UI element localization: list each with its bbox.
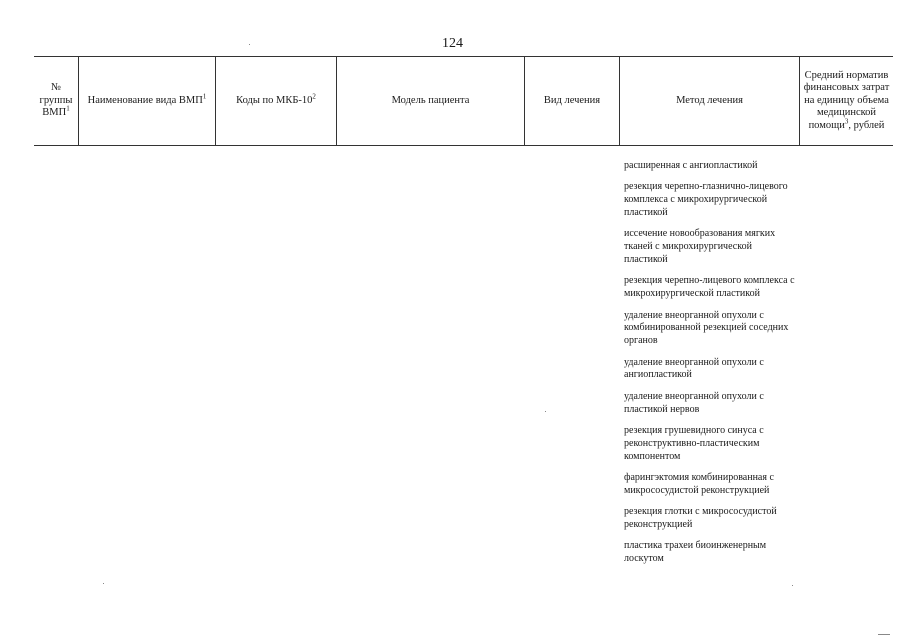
header-icd-codes-text: Коды по МКБ-10 <box>236 94 313 106</box>
scan-speck <box>103 583 104 584</box>
header-cost <box>800 57 893 145</box>
method-item: расширенная с ангиопластикой <box>624 160 758 171</box>
header-group-number <box>34 57 79 145</box>
header-patient-model-text: Модель пациента <box>391 94 470 106</box>
header-treatment-type-text: Вид лечения <box>543 94 601 106</box>
header-icd-codes <box>216 57 337 145</box>
method-item: иссечение новообразования мягких тканей с микрохирургической пластикой <box>624 228 776 265</box>
scan-speck <box>545 411 546 412</box>
header-treatment-method <box>620 57 800 145</box>
footnote-marker: 3 <box>844 117 849 126</box>
scan-speck <box>792 585 793 586</box>
method-item: удаление внеорганной опухоли с комбинированной резекцией соседних органов <box>624 309 789 347</box>
scan-speck <box>249 44 250 45</box>
footnote-marker: 1 <box>66 104 70 113</box>
method-item: резекция черепно-лицевого комплекса с микрохирургической пластикой <box>624 275 795 300</box>
header-patient-model <box>337 57 525 145</box>
treatment-method-list <box>624 160 796 574</box>
method-item: резекция грушевидного синуса с реконструктивно-пластическим компонентом <box>624 424 764 462</box>
header-cost-unit: , рублей <box>848 119 885 131</box>
header-vmp-name <box>79 57 216 145</box>
header-treatment-type <box>525 57 620 145</box>
footnote-marker: 1 <box>202 92 207 101</box>
header-vmp-name-text: Наименование вида ВМП <box>87 94 203 106</box>
method-item: пластика трахеи биоинженерным лоскутом <box>624 540 767 565</box>
method-item: резекция черепно-глазнично-лицевого комплекса с микрохирургической пластикой <box>624 181 788 218</box>
header-treatment-method-text: Метод лечения <box>676 94 743 106</box>
footnote-marker: 2 <box>312 92 316 101</box>
table-header <box>34 56 893 146</box>
method-item: удаление внеорганной опухоли с пластикой нервов <box>624 390 764 415</box>
header-cost-text: Средний норматив финансовых затрат на единицу объема медицинской помощи <box>803 69 890 131</box>
scan-speck <box>878 634 890 635</box>
method-item: фарингэктомия комбинированная с микрососудистой реконструкцией <box>624 471 774 496</box>
header-group-number-text: № группы ВМП <box>39 82 73 119</box>
method-item: резекция глотки с микрососудистой реконструкцией <box>624 506 777 530</box>
page-number: 124 <box>442 36 463 51</box>
method-item: удаление внеорганной опухоли с ангиопластикой <box>624 356 764 381</box>
